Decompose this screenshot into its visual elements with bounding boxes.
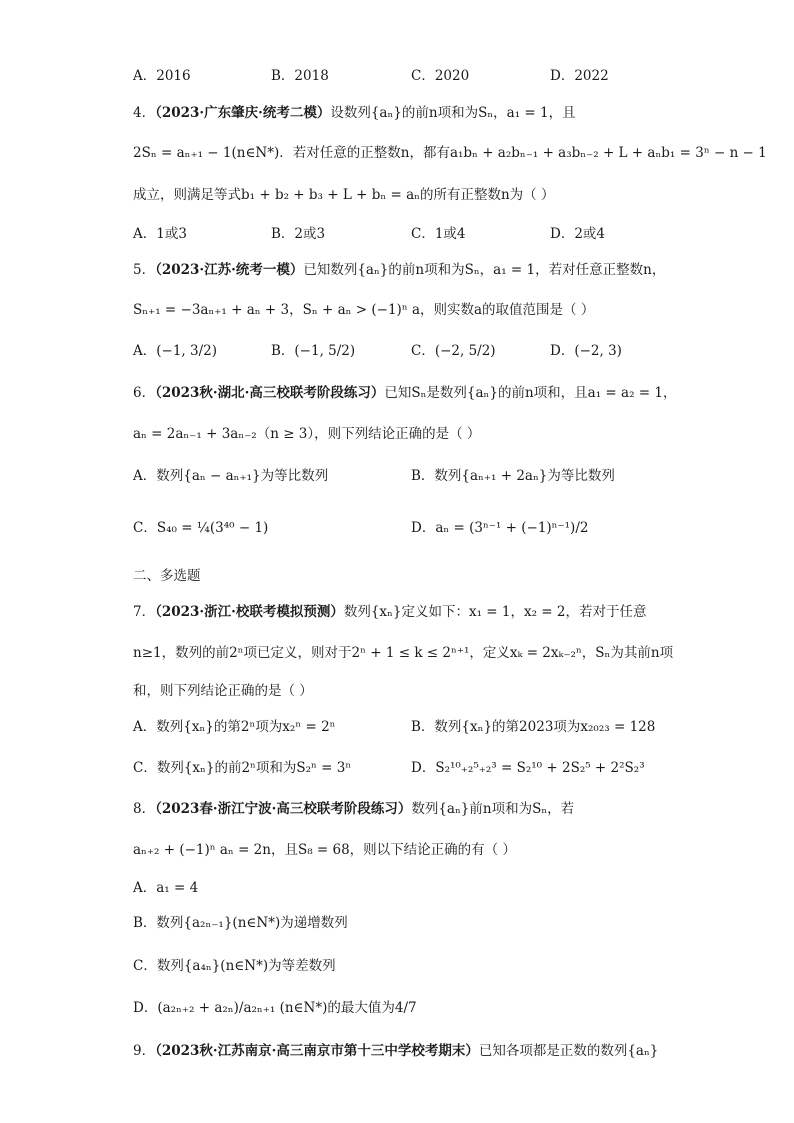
q5-option-d: D．(−2, 3): [550, 343, 622, 359]
q3-option-c: C．2020: [411, 68, 470, 84]
q8-option-b: B．数列{a₂ₙ₋₁}(n∈N*)为递增数列: [133, 915, 348, 931]
question-source: （2023·广东肇庆·统考二模）: [155, 105, 331, 121]
q5-option-c: C．(−2, 5/2): [411, 343, 496, 359]
q8-option-c: C．数列{a₄ₙ}(n∈N*)为等差数列: [133, 958, 336, 974]
q4-option-b: B．2或3: [271, 226, 326, 242]
q8-stem-line-1: 8．（2023春·浙江宁波·高三校联考阶段练习）数列{aₙ}前n项和为Sₙ，若: [133, 801, 575, 817]
q7-stem-line-2: n≥1，数列的前2ⁿ项已定义，则对于2ⁿ + 1 ≤ k ≤ 2ⁿ⁺¹，定义xₖ = 2xₖ₋₂ⁿ，Sₙ为其前n项: [133, 645, 674, 661]
q7-stem-line-3: 和，则下列结论正确的是（ ）: [133, 683, 313, 699]
q7-option-b: B．数列{xₙ}的第2023项为x₂₀₂₃ = 128: [411, 719, 656, 735]
q4-stem-line-2: 2Sₙ = aₙ₊₁ − 1(n∈N*)．若对任意的正整数n，都有a₁bₙ + a₂bₙ₋₁ + a₃bₙ₋₂ + L + aₙb₁ = 3ⁿ − n − 1: [133, 145, 767, 161]
q8-stem-line-2: aₙ₊₂ + (−1)ⁿ aₙ = 2n，且S₈ = 68，则以下结论正确的有（ ）: [133, 842, 516, 858]
q7-option-d: D．S₂¹⁰₊₂⁵₊₂³ = S₂¹⁰ + 2S₂⁵ + 2²S₂³: [411, 760, 645, 776]
q5-option-b: B．(−1, 5/2): [271, 343, 356, 359]
q5-stem-line-1: 5．（2023·江苏·统考一模）已知数列{aₙ}的前n项和为Sₙ，a₁ = 1，若对任意正整数n，: [133, 262, 666, 278]
q9-stem-line-1: 9．（2023秋·江苏南京·高三南京市第十三中学校考期末）已知各项都是正数的数列{aₙ}: [133, 1043, 659, 1059]
q6-option-d: D．aₙ = (3ⁿ⁻¹ + (−1)ⁿ⁻¹)/2: [411, 520, 589, 536]
q8-option-a: A．a₁ = 4: [133, 880, 199, 896]
q6-option-c: C．S₄₀ = ¼(3⁴⁰ − 1): [133, 520, 269, 536]
q6-option-b: B．数列{aₙ₊₁ + 2aₙ}为等比数列: [411, 468, 615, 484]
section-heading-multi-choice: 二、多选题: [133, 568, 201, 584]
q4-option-c: C．1或4: [411, 226, 466, 242]
q4-option-a: A．1或3: [133, 226, 187, 242]
q7-stem-line-1: 7．（2023·浙江·校联考模拟预测）数列{xₙ}定义如下：x₁ = 1，x₂ = 2，若对于任意: [133, 604, 647, 620]
q4-option-d: D．2或4: [550, 226, 606, 242]
q6-stem-line-1: 6．（2023秋·湖北·高三校联考阶段练习）已知Sₙ是数列{aₙ}的前n项和，且a₁ = a₂ = 1，: [133, 385, 677, 401]
q8-option-d: D．(a₂ₙ₊₂ + a₂ₙ)/a₂ₙ₊₁ (n∈N*)的最大值为4/7: [133, 1000, 417, 1016]
q7-option-a: A．数列{xₙ}的第2ⁿ项为x₂ⁿ = 2ⁿ: [133, 719, 336, 735]
question-source: （2023·江苏·统考一模）: [155, 262, 304, 278]
q3-option-b: B．2018: [271, 68, 329, 84]
question-source: （2023·浙江·校联考模拟预测）: [155, 604, 344, 620]
question-source: （2023秋·江苏南京·高三南京市第十三中学校考期末）: [155, 1043, 479, 1059]
q6-stem-line-2: aₙ = 2aₙ₋₁ + 3aₙ₋₂（n ≥ 3），则下列结论正确的是（ ）: [133, 426, 481, 442]
q4-stem-line-1: 4．（2023·广东肇庆·统考二模）设数列{aₙ}的前n项和为Sₙ，a₁ = 1，且: [133, 105, 576, 121]
question-source: （2023秋·湖北·高三校联考阶段练习）: [155, 385, 385, 401]
q6-option-a: A．数列{aₙ − aₙ₊₁}为等比数列: [133, 468, 329, 484]
q5-stem-line-2: Sₙ₊₁ = −3aₙ₊₁ + aₙ + 3，Sₙ + aₙ > (−1)ⁿ a，则实数a的取值范围是（ ）: [133, 302, 595, 318]
q5-option-a: A．(−1, 3/2): [133, 343, 217, 359]
q3-option-d: D．2022: [550, 68, 609, 84]
q7-option-c: C．数列{xₙ}的前2ⁿ项和为S₂ⁿ = 3ⁿ: [133, 760, 352, 776]
question-source: （2023春·浙江宁波·高三校联考阶段练习）: [155, 801, 412, 817]
q3-option-a: A．2016: [133, 68, 191, 84]
q4-stem-line-3: 成立，则满足等式b₁ + b₂ + b₃ + L + bₙ = aₙ的所有正整数n为（ ）: [133, 187, 555, 203]
